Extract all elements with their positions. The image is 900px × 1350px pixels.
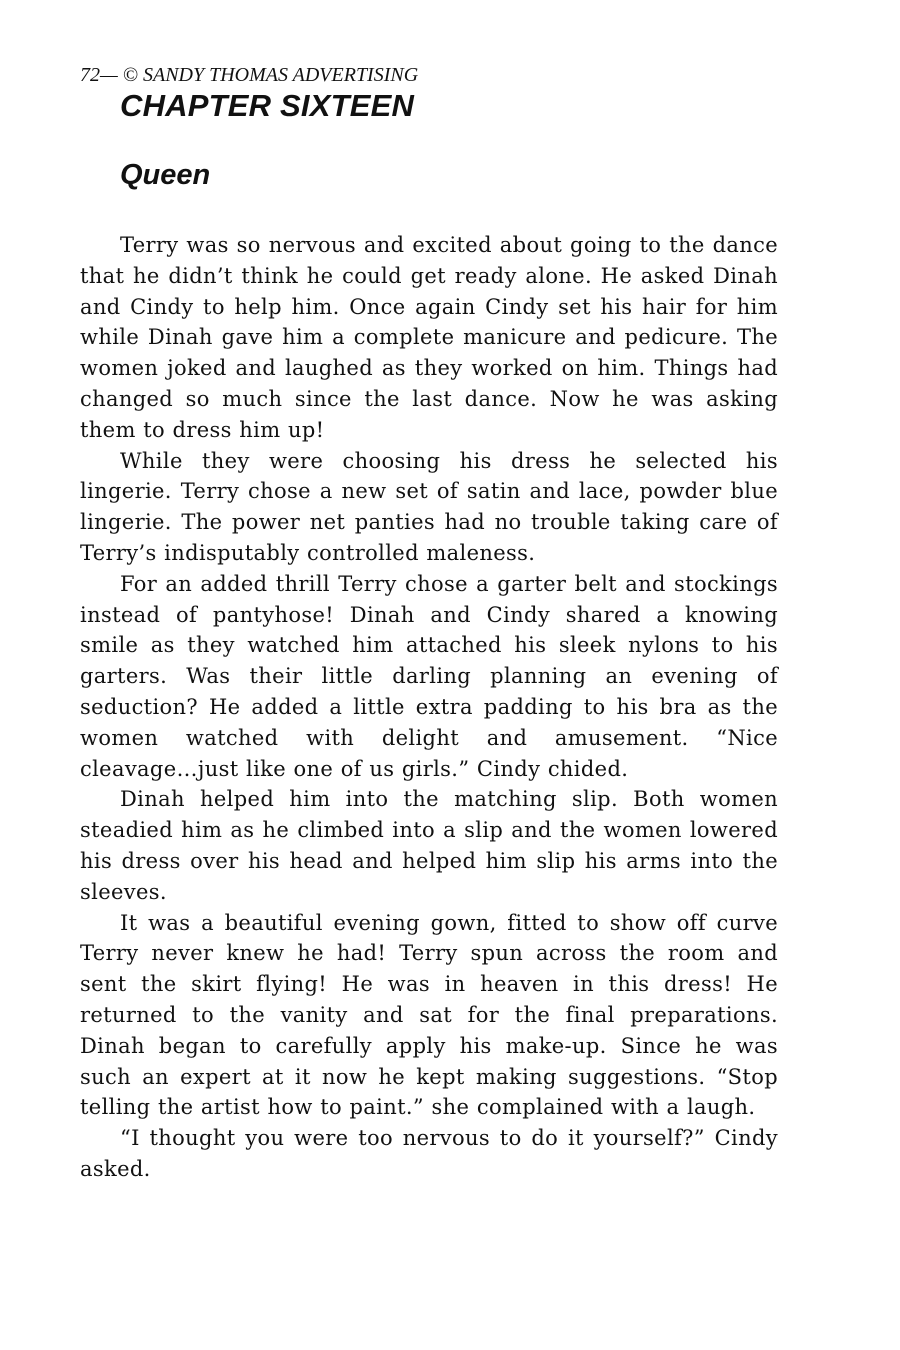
paragraph-1: Terry was so nervous and excited about going to the dance that he didn’t think he could get ready alone. He asked Dinah and Cindy to help him. Once again Cindy set his hair for him while Dinah gave him a complete manicure and pedicure. The women joked and laughed as they worked on him. Things had changed so much since the last dance. Now he was asking them to dress him up! [80, 233, 778, 442]
body-text [80, 230, 778, 1185]
chapter-subtitle: Queen [120, 159, 211, 191]
chapter-title: CHAPTER SIXTEEN [120, 88, 415, 123]
book-page [80, 62, 778, 1185]
paragraph-4: Dinah helped him into the matching slip. Both women steadied him as he climbed into a slip and the women lowered his dress over his head and helped him slip his arms into the sleeves. [80, 787, 778, 904]
running-header: 72— © SANDY THOMAS ADVERTISING [80, 64, 419, 86]
paragraph-5: It was a beautiful evening gown, fitted to show off curve Terry never knew he had! Terry spun across the room and sent the skirt flying! He was in heaven in this dress! He returned to the vanity and sat for the final preparations. Dinah began to carefully apply his make-up. Since he was such an expert at it now he kept making suggestions. “Stop telling the artist how to paint.” she complained with a laugh. [80, 910, 778, 1120]
paragraph-2: While they were choosing his dress he selected his lingerie. Terry chose a new set of satin and lace, powder blue lingerie. The power net panties had no trouble taking care of Terry’s indisputably controlled maleness. [80, 448, 778, 565]
paragraph-6: “I thought you were too nervous to do it yourself?” Cindy asked. [80, 1126, 778, 1181]
paragraph-3: For an added thrill Terry chose a garter belt and stockings instead of pantyhose! Dinah and Cindy shared a knowing smile as they watched him attached his sleek nylons to his garters. Was their little darling planning an evening of seduction? He added a little extra padding to his bra as the women watched with delight and amusement. “Nice cleavage…just like one of us girls.” Cindy chided. [80, 571, 778, 781]
